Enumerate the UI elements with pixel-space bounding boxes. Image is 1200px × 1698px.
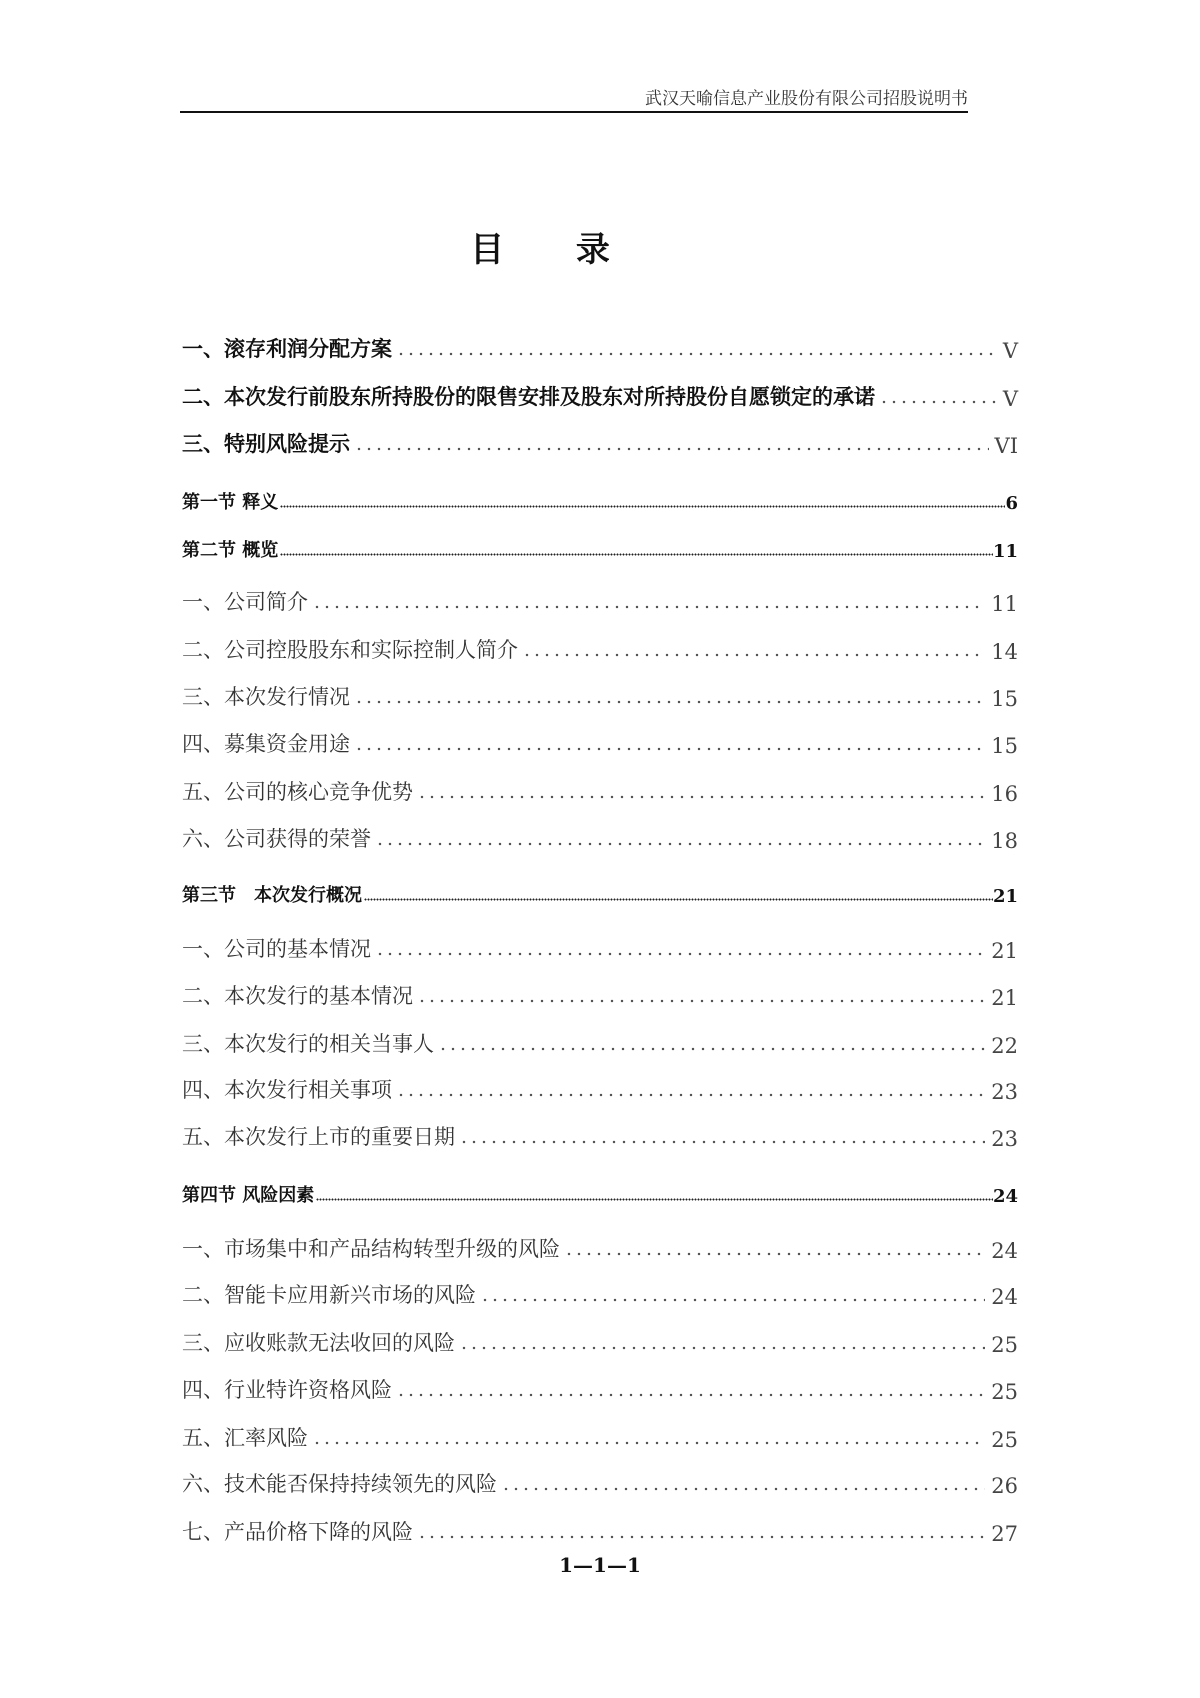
dot-leader	[522, 653, 985, 657]
dot-leader	[375, 952, 985, 956]
toc-entry[interactable]	[182, 532, 1018, 562]
dot-leader	[375, 842, 985, 846]
toc-entry-label: 四、行业特许资格风险	[182, 1378, 392, 1402]
toc-entry-page: 23	[991, 1080, 1018, 1104]
toc-entry[interactable]	[182, 381, 1018, 411]
toc-entry[interactable]	[182, 980, 1018, 1010]
page-number: 1—1—1	[559, 1553, 641, 1577]
toc-entry[interactable]	[182, 1374, 1018, 1404]
toc-entry-page: 21	[991, 986, 1018, 1010]
toc-entry-page: VI	[994, 434, 1018, 458]
dot-leader	[354, 747, 985, 751]
toc-entry-label: 六、公司获得的荣誉	[182, 827, 371, 851]
dot-leader	[312, 605, 985, 609]
toc-entry[interactable]	[182, 1468, 1018, 1498]
toc-entry-page: 26	[991, 1474, 1018, 1498]
toc-entry[interactable]	[182, 634, 1018, 664]
dot-leader	[417, 1535, 985, 1539]
toc-entry-label: 第二节 概览	[182, 540, 279, 561]
toc-entry[interactable]	[182, 933, 1018, 963]
dot-leader	[396, 1393, 985, 1397]
dot-leader	[417, 795, 985, 799]
page-title: 目 录	[470, 230, 640, 270]
toc-entry-label: 三、特别风险提示	[182, 432, 350, 456]
toc-entry[interactable]	[182, 1028, 1018, 1058]
toc-entry-page: 16	[991, 782, 1018, 806]
toc-entry-label: 第一节 释义	[182, 492, 279, 513]
toc-entry-label: 五、公司的核心竞争优势	[182, 780, 413, 804]
dot-leader	[354, 447, 989, 451]
toc-entry-page: 14	[991, 640, 1018, 664]
toc-entry-page: 27	[991, 1522, 1018, 1546]
toc-entry[interactable]	[182, 1516, 1018, 1546]
toc-entry-label: 四、本次发行相关事项	[182, 1078, 392, 1102]
toc-entry-page: 25	[991, 1428, 1018, 1452]
toc-entry-page: 24	[991, 1285, 1018, 1309]
dot-leader	[364, 898, 993, 901]
toc-entry[interactable]	[182, 1279, 1018, 1309]
toc-entry-label: 五、汇率风险	[182, 1426, 308, 1450]
toc-entry[interactable]	[182, 823, 1018, 853]
toc-entry-label: 三、本次发行情况	[182, 685, 350, 709]
dot-leader	[354, 700, 985, 704]
dot-leader	[312, 1441, 985, 1445]
toc-entry[interactable]	[182, 776, 1018, 806]
toc-entry[interactable]	[182, 681, 1018, 711]
toc-entry-page: 25	[991, 1333, 1018, 1357]
toc-entry-label: 一、市场集中和产品结构转型升级的风险	[182, 1237, 560, 1261]
dot-leader	[396, 352, 997, 356]
toc-entry[interactable]	[182, 728, 1018, 758]
toc-entry-page: 18	[991, 829, 1018, 853]
toc-entry[interactable]	[182, 877, 1018, 907]
dot-leader	[417, 999, 985, 1003]
toc-entry-label: 第四节 风险因素	[182, 1185, 315, 1206]
toc-entry-label: 二、智能卡应用新兴市场的风险	[182, 1283, 476, 1307]
toc-entry-page: 25	[991, 1380, 1018, 1404]
toc-entry[interactable]	[182, 586, 1018, 616]
toc-entry-page: 21	[992, 886, 1018, 907]
toc-entry-page: 11	[992, 541, 1018, 562]
toc-entry[interactable]	[182, 428, 1018, 458]
dot-leader	[316, 1198, 993, 1201]
header-divider	[180, 111, 968, 113]
dot-leader	[501, 1487, 985, 1491]
dot-leader	[280, 505, 1005, 508]
toc-entry-page: 6	[1005, 493, 1018, 514]
toc-entry-page: V	[1002, 339, 1018, 363]
document-header: 武汉天喻信息产业股份有限公司招股说明书	[645, 89, 968, 109]
toc-entry-label: 二、本次发行的基本情况	[182, 984, 413, 1008]
toc-entry-page: 24	[992, 1186, 1018, 1207]
toc-entry-label: 一、公司的基本情况	[182, 937, 371, 961]
dot-leader	[459, 1346, 985, 1350]
dot-leader	[396, 1093, 985, 1097]
toc-entry-label: 二、公司控股股东和实际控制人简介	[182, 638, 518, 662]
toc-entry-label: 三、本次发行的相关当事人	[182, 1032, 434, 1056]
toc-entry[interactable]	[182, 1327, 1018, 1357]
toc-entry-label: 二、本次发行前股东所持股份的限售安排及股东对所持股份自愿锁定的承诺	[182, 385, 875, 409]
toc-entry-label: 三、应收账款无法收回的风险	[182, 1331, 455, 1355]
toc-entry[interactable]	[182, 1233, 1018, 1263]
toc-entry-page: 11	[991, 592, 1018, 616]
dot-leader	[480, 1298, 985, 1302]
toc-entry[interactable]	[182, 1121, 1018, 1151]
toc-entry-label: 五、本次发行上市的重要日期	[182, 1125, 455, 1149]
toc-entry-page: 23	[991, 1127, 1018, 1151]
dot-leader	[879, 400, 997, 404]
toc-entry[interactable]	[182, 1422, 1018, 1452]
toc-entry-label: 七、产品价格下降的风险	[182, 1520, 413, 1544]
toc-entry-page: 15	[991, 687, 1018, 711]
toc-entry-label: 第三节 本次发行概况	[182, 885, 362, 906]
dot-leader	[564, 1252, 985, 1256]
toc-entry-label: 一、滚存利润分配方案	[182, 337, 392, 361]
dot-leader	[280, 553, 993, 556]
toc-entry[interactable]	[182, 333, 1018, 363]
toc-entry-label: 一、公司简介	[182, 590, 308, 614]
toc-entry-page: 15	[991, 734, 1018, 758]
dot-leader	[438, 1047, 985, 1051]
toc-entry-label: 四、募集资金用途	[182, 732, 350, 756]
toc-entry-page: V	[1002, 387, 1018, 411]
toc-entry[interactable]	[182, 484, 1018, 514]
toc-entry-page: 24	[991, 1239, 1018, 1263]
toc-entry-page: 21	[991, 939, 1018, 963]
toc-entry-label: 六、技术能否保持持续领先的风险	[182, 1472, 497, 1496]
toc-entry[interactable]	[182, 1074, 1018, 1104]
toc-entry-page: 22	[991, 1034, 1018, 1058]
dot-leader	[459, 1140, 985, 1144]
toc-entry[interactable]	[182, 1177, 1018, 1207]
